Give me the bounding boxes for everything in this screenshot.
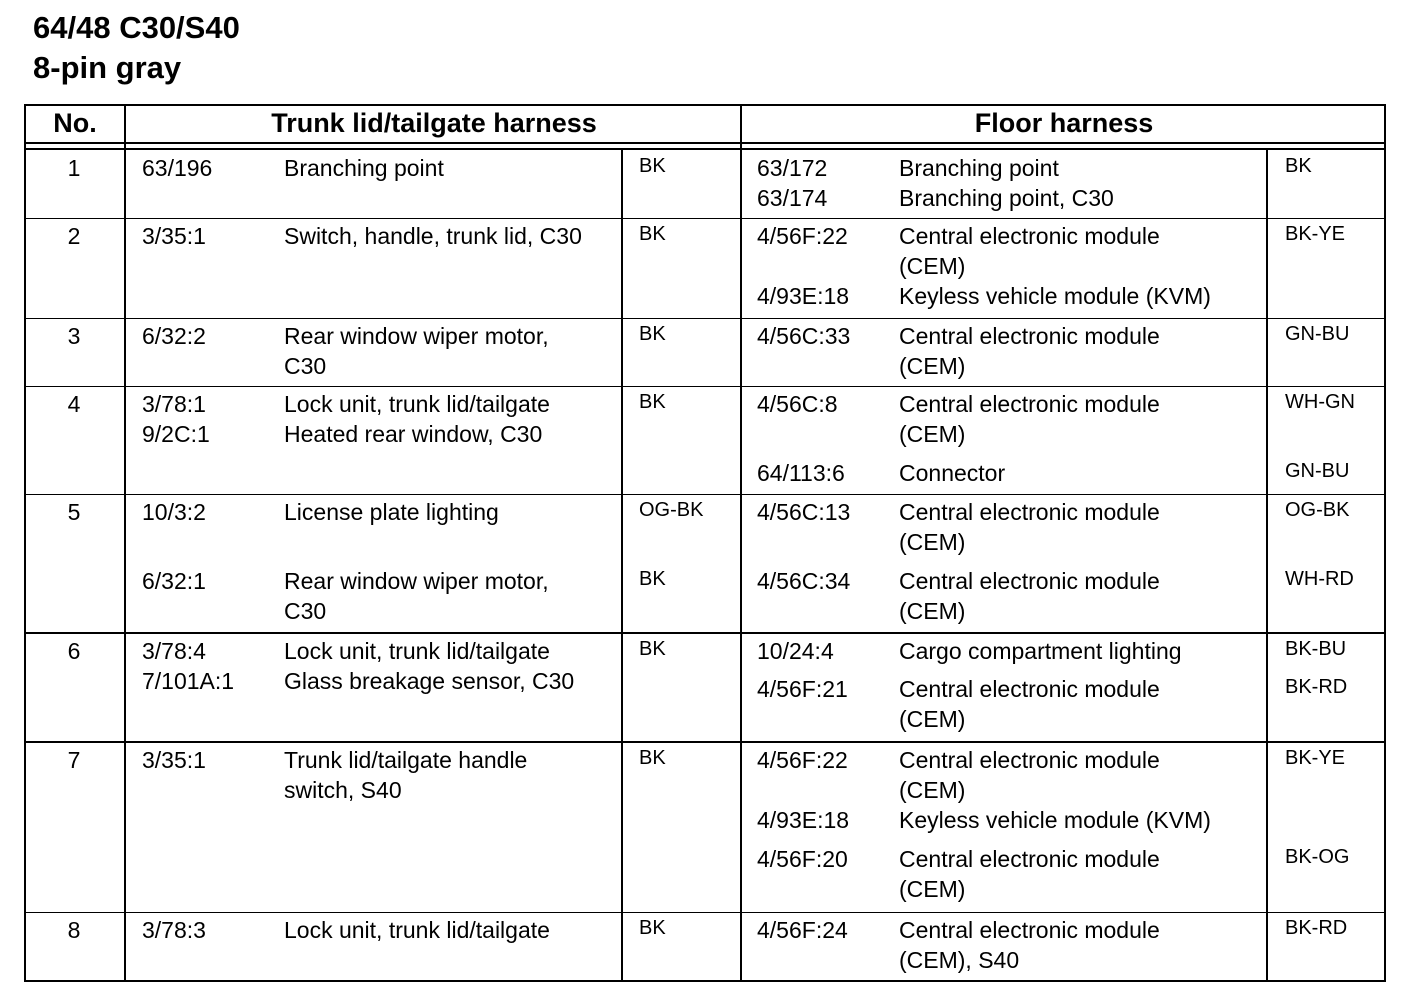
floor-description: Connector (899, 460, 1006, 486)
trunk-wire-color: OG-BK (639, 499, 704, 521)
floor-description: Branching point, C30 (899, 185, 1114, 211)
floor-description: (CEM), S40 (899, 947, 1020, 973)
trunk-pin: 3/35:1 (142, 747, 206, 773)
trunk-wire-color: BK (639, 155, 666, 177)
floor-description: (CEM) (899, 253, 966, 279)
floor-wire-color: BK-OG (1285, 846, 1350, 868)
trunk-wire-color: BK (639, 638, 666, 660)
floor-pin: 4/56F:24 (757, 917, 848, 943)
page-title (33, 8, 240, 88)
pin-number: 5 (67, 499, 81, 525)
trunk-pin: 63/196 (142, 155, 213, 181)
title-line-connector: 64/48 C30/S40 (33, 10, 240, 45)
trunk-description: Trunk lid/tailgate handle (284, 747, 528, 773)
header-trunk-harness: Trunk lid/tailgate harness (271, 108, 597, 138)
trunk-description: C30 (284, 598, 327, 624)
trunk-pin: 7/101A:1 (142, 668, 235, 694)
pin-number: 2 (67, 223, 81, 249)
floor-description: Keyless vehicle module (KVM) (899, 283, 1211, 309)
floor-description: (CEM) (899, 529, 966, 555)
floor-description: (CEM) (899, 421, 966, 447)
pin-number: 3 (67, 323, 81, 349)
floor-description: Central electronic module (899, 323, 1160, 349)
column-divider-trunk-color (621, 150, 623, 982)
row-separator (24, 318, 1386, 319)
trunk-wire-color: BK (639, 917, 666, 939)
floor-wire-color: WH-RD (1285, 568, 1354, 590)
trunk-description: License plate lighting (284, 499, 499, 525)
floor-wire-color: GN-BU (1285, 460, 1350, 482)
floor-description: Central electronic module (899, 846, 1160, 872)
trunk-pin: 10/3:2 (142, 499, 206, 525)
floor-pin: 4/56C:34 (757, 568, 851, 594)
floor-pin: 4/56C:33 (757, 323, 851, 349)
trunk-wire-color: BK (639, 223, 666, 245)
floor-wire-color: BK (1285, 155, 1312, 177)
trunk-wire-color: BK (639, 747, 666, 769)
trunk-description: switch, S40 (284, 777, 402, 803)
floor-description: Cargo compartment lighting (899, 638, 1182, 664)
trunk-pin: 6/32:2 (142, 323, 206, 349)
floor-description: Keyless vehicle module (KVM) (899, 807, 1211, 833)
trunk-description: Lock unit, trunk lid/tailgate (284, 917, 550, 943)
row-separator (24, 741, 1386, 743)
floor-description: Central electronic module (899, 676, 1160, 702)
floor-description: Central electronic module (899, 568, 1160, 594)
trunk-wire-color: BK (639, 323, 666, 345)
trunk-description: Rear window wiper motor, (284, 568, 549, 594)
floor-description: (CEM) (899, 706, 966, 732)
column-divider-floor-color (1266, 150, 1268, 982)
pin-number: 6 (67, 638, 81, 664)
row-separator (24, 632, 1386, 634)
floor-pin: 4/56C:13 (757, 499, 851, 525)
trunk-pin: 3/78:1 (142, 391, 206, 417)
trunk-description: Rear window wiper motor, (284, 323, 549, 349)
floor-pin: 4/56F:20 (757, 846, 848, 872)
header-rule-upper (24, 142, 1386, 144)
pin-number: 7 (67, 747, 81, 773)
table-border-bottom (24, 980, 1386, 982)
row-separator (24, 218, 1386, 219)
column-divider-harness (740, 104, 742, 982)
floor-pin: 63/172 (757, 155, 828, 181)
table-border-right (1384, 104, 1386, 982)
header-no: No. (53, 108, 97, 138)
pin-number: 4 (67, 391, 81, 417)
floor-description: (CEM) (899, 876, 966, 902)
trunk-description: Lock unit, trunk lid/tailgate (284, 391, 550, 417)
trunk-description: Heated rear window, C30 (284, 421, 543, 447)
trunk-pin: 6/32:1 (142, 568, 206, 594)
row-separator (24, 912, 1386, 913)
row-separator (24, 494, 1386, 495)
floor-description: Central electronic module (899, 747, 1160, 773)
floor-pin: 4/56C:8 (757, 391, 838, 417)
floor-pin: 63/174 (757, 185, 828, 211)
trunk-description: Switch, handle, trunk lid, C30 (284, 223, 582, 249)
floor-wire-color: GN-BU (1285, 323, 1350, 345)
floor-wire-color: BK-RD (1285, 676, 1348, 698)
floor-wire-color: OG-BK (1285, 499, 1350, 521)
trunk-description: Lock unit, trunk lid/tailgate (284, 638, 550, 664)
pin-table (24, 104, 1386, 982)
trunk-pin: 3/78:4 (142, 638, 206, 664)
floor-description: Central electronic module (899, 917, 1160, 943)
floor-wire-color: BK-BU (1285, 638, 1347, 660)
trunk-pin: 9/2C:1 (142, 421, 210, 447)
trunk-description: C30 (284, 353, 327, 379)
pin-number: 8 (67, 917, 81, 943)
floor-description: Central electronic module (899, 499, 1160, 525)
trunk-description: Glass breakage sensor, C30 (284, 668, 575, 694)
header-floor-harness: Floor harness (974, 108, 1154, 138)
floor-pin: 10/24:4 (757, 638, 834, 664)
floor-pin: 4/56F:22 (757, 223, 848, 249)
floor-description: Branching point (899, 155, 1059, 181)
floor-pin: 4/93E:18 (757, 283, 850, 309)
floor-pin: 4/56F:22 (757, 747, 848, 773)
title-line-description: 8-pin gray (33, 50, 182, 85)
column-divider-no (124, 104, 126, 982)
floor-wire-color: BK-YE (1285, 223, 1346, 245)
trunk-description: Branching point (284, 155, 444, 181)
floor-pin: 64/113:6 (757, 460, 845, 486)
floor-wire-color: BK-YE (1285, 747, 1346, 769)
floor-wire-color: WH-GN (1285, 391, 1355, 413)
trunk-wire-color: BK (639, 568, 666, 590)
floor-description: Central electronic module (899, 223, 1160, 249)
floor-description: (CEM) (899, 353, 966, 379)
trunk-pin: 3/78:3 (142, 917, 206, 943)
header-rule-lower (24, 148, 1386, 150)
floor-wire-color: BK-RD (1285, 917, 1348, 939)
row-separator (24, 386, 1386, 387)
floor-description: Central electronic module (899, 391, 1160, 417)
floor-description: (CEM) (899, 598, 966, 624)
trunk-pin: 3/35:1 (142, 223, 206, 249)
pin-number: 1 (67, 155, 81, 181)
table-border-top (24, 104, 1386, 106)
floor-pin: 4/56F:21 (757, 676, 848, 702)
floor-pin: 4/93E:18 (757, 807, 850, 833)
trunk-wire-color: BK (639, 391, 666, 413)
floor-description: (CEM) (899, 777, 966, 803)
